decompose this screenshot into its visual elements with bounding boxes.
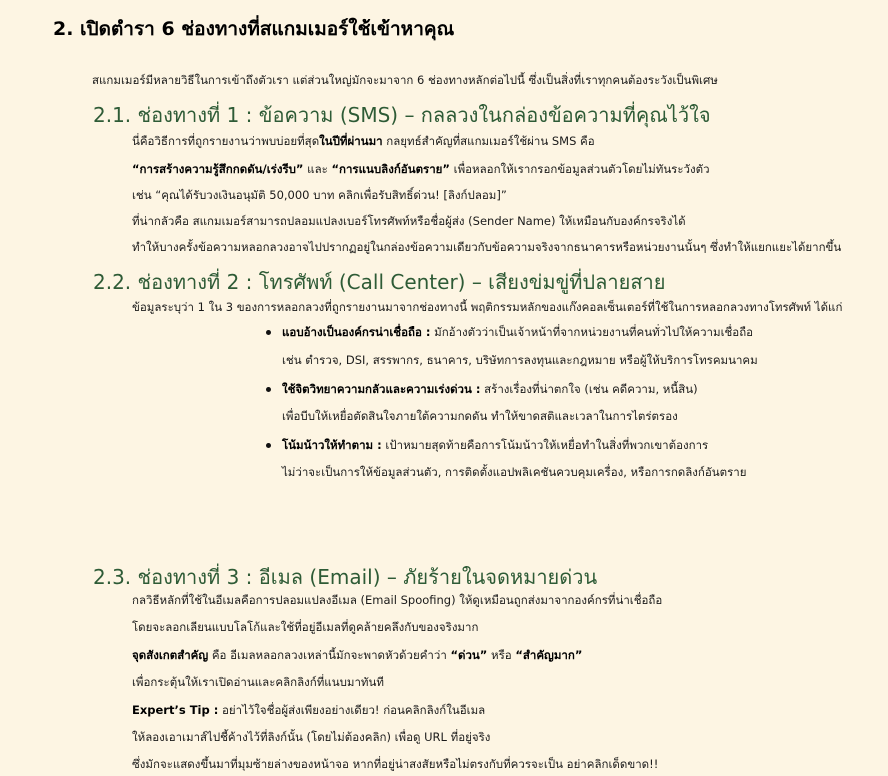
sms-line-5: ทำให้บางครั้งข้อความหลอกลวงอาจไปปรากฏอยู่ในกล่องข้อความเดียวกับข้อความจริงจากธนาคารหรือหน่วยงานนั้นๆ ซึ่งทำให้แยกแยะได้ยากขึ้น bbox=[132, 240, 842, 254]
email-line-4: เพื่อกระตุ้นให้เราเปิดอ่านและคลิกลิงก์ที่แนบมาทันที bbox=[132, 675, 384, 689]
bullet-2-line-2: เพื่อบีบให้เหยื่อตัดสินใจภายใต้ความกดดัน ทำให้ขาดสติและเวลาในการไตร่ตรอง bbox=[282, 409, 678, 423]
email-line-5: Expert’s Tip : อย่าไว้ใจชื่อผู้ส่งเพียงอย่างเดียว! ก่อนคลิกลิงก์ในอีเมล bbox=[132, 703, 486, 717]
intro-paragraph: สแกมเมอร์มีหลายวิธีในการเข้าถึงตัวเรา แต่ส่วนใหญ่มักจะมาจาก 6 ช่องทางหลักต่อไปนี้ ซึ่งเป็นสิ่งที่เราทุกคนต้องระวังเป็นพิเศษ bbox=[92, 73, 718, 87]
bullet-icon bbox=[266, 387, 271, 392]
bullet-3-line-2: ไม่ว่าจะเป็นการให้ข้อมูลส่วนตัว, การติดตั้งแอปพลิเคชันควบคุมเครื่อง, หรือการกดลิงก์อันตราย bbox=[282, 465, 747, 479]
bullet-icon bbox=[266, 330, 271, 335]
bullet-1-line-1: แอบอ้างเป็นองค์กรน่าเชื่อถือ : มักอ้างตัวว่าเป็นเจ้าหน้าที่จากหน่วยงานที่คนทั่วไปให้ความเชื่อถือ bbox=[282, 325, 754, 339]
subsection-title-email: 2.3. ช่องทางที่ 3 : อีเมล (Email) – ภัยร้ายในจดหมายด่วน bbox=[93, 565, 598, 589]
subsection-title-call-center: 2.2. ช่องทางที่ 2 : โทรศัพท์ (Call Center) – เสียงข่มขู่ที่ปลายสาย bbox=[93, 270, 666, 294]
email-line-6: ให้ลองเอาเมาส์ไปชี้ค้างไว้ที่ลิงก์นั้น (โดยไม่ต้องคลิก) เพื่อดู URL ที่อยู่จริง bbox=[132, 730, 491, 744]
email-line-7: ซึ่งมักจะแสดงขึ้นมาที่มุมซ้ายล่างของหน้าจอ หากที่อยู่น่าสงสัยหรือไม่ตรงกับที่ควรจะเป็น อย่าคลิกเด็ดขาด!! bbox=[132, 757, 659, 771]
bullet-icon bbox=[266, 443, 271, 448]
email-line-2: โดยจะลอกเลียนแบบโลโก้และใช้ที่อยู่อีเมลที่ดูคล้ายคลึงกับของจริงมาก bbox=[132, 620, 479, 634]
section-heading: 2. เปิดตำรา 6 ช่องทางที่สแกมเมอร์ใช้เข้าหาคุณ bbox=[53, 18, 455, 40]
sms-line-3: เช่น “คุณได้รับวงเงินอนุมัติ 50,000 บาท คลิกเพื่อรับสิทธิ์ด่วน! [ลิงก์ปลอม]” bbox=[132, 188, 507, 202]
bullet-2-line-1: ใช้จิตวิทยาความกลัวและความเร่งด่วน : สร้างเรื่องที่น่าตกใจ (เช่น คดีความ, หนี้สิน) bbox=[282, 382, 698, 396]
sms-line-2: “การสร้างความรู้สึกกดดัน/เร่งรีบ” และ “การแนบลิงก์อันตราย” เพื่อหลอกให้เรากรอกข้อมูลส่วนตัวโดยไม่ทันระวังตัว bbox=[132, 162, 710, 176]
email-line-1: กลวิธีหลักที่ใช้ในอีเมลคือการปลอมแปลงอีเมล (Email Spoofing) ให้ดูเหมือนถูกส่งมาจากองค์กรที่น่าเชื่อถือ bbox=[132, 593, 663, 607]
sms-line-1: นี่คือวิธีการที่ถูกรายงานว่าพบบ่อยที่สุดในปีที่ผ่านมา กลยุทธ์สำคัญที่สแกมเมอร์ใช้ผ่าน SMS คือ bbox=[132, 134, 595, 148]
email-line-3: จุดสังเกตสำคัญ คือ อีเมลหลอกลวงเหล่านี้มักจะพาดหัวด้วยคำว่า “ด่วน” หรือ “สำคัญมาก” bbox=[132, 648, 583, 662]
call-line-1: ข้อมูลระบุว่า 1 ใน 3 ของการหลอกลวงที่ถูกรายงานมาจากช่องทางนี้ พฤติกรรมหลักของแก๊งคอลเซ็นเตอร์ที่ใช้ในการหลอกลวงทางโทรศัพท์ ได้แก่ bbox=[132, 300, 843, 314]
bullet-3-line-1: โน้มน้าวให้ทำตาม : เป้าหมายสุดท้ายคือการโน้มน้าวให้เหยื่อทำในสิ่งที่พวกเขาต้องการ bbox=[282, 438, 709, 452]
subsection-title-sms: 2.1. ช่องทางที่ 1 : ข้อความ (SMS) – กลลวงในกล่องข้อความที่คุณไว้ใจ bbox=[93, 103, 711, 127]
bullet-1-line-2: เช่น ตำรวจ, DSI, สรรพากร, ธนาคาร, บริษัทการลงทุนและกฎหมาย หรือผู้ให้บริการโทรคมนาคม bbox=[282, 353, 758, 367]
sms-line-4: ที่น่ากลัวคือ สแกมเมอร์สามารถปลอมแปลงเบอร์โทรศัพท์หรือชื่อผู้ส่ง (Sender Name) ให้เหมือนกับองค์กรจริงได้ bbox=[132, 214, 686, 228]
